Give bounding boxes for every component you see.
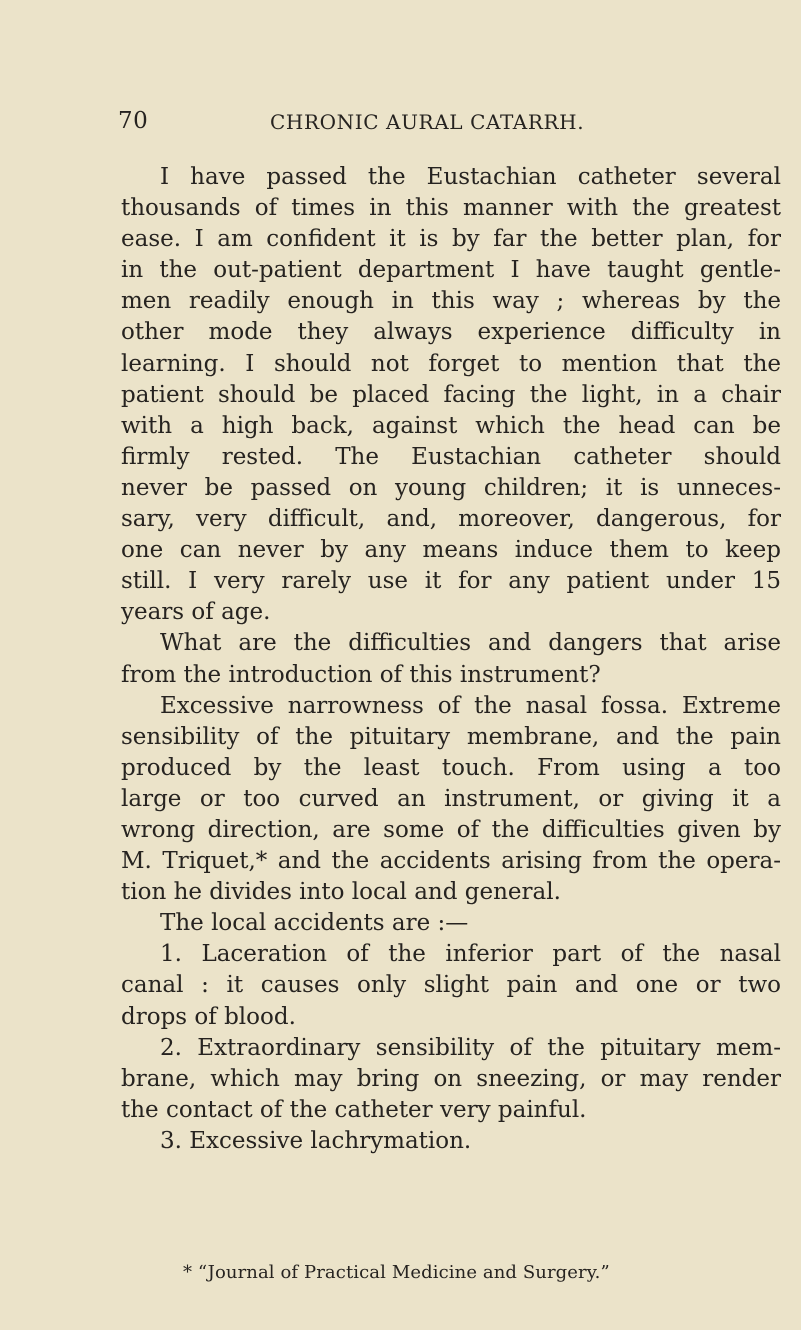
text-line: years of age. xyxy=(121,599,271,626)
text-line: never be passed on young children; it is unneces- xyxy=(121,474,781,501)
page-header xyxy=(118,108,778,140)
text-line: still. I very rarely use it for any patient under 15 xyxy=(121,568,781,595)
text-line: 1. Laceration of the inferior part of the nasal xyxy=(160,941,781,968)
text-line: learning. I should not forget to mention that the xyxy=(121,350,781,377)
text-line: men readily enough in this way ; whereas by the xyxy=(121,288,781,315)
text-line: patient should be placed facing the light, in a chair xyxy=(121,381,781,408)
text-line: large or too curved an instrument, or giving it a xyxy=(121,785,781,812)
text-line: M. Triquet,* and the accidents arising from the opera- xyxy=(121,848,781,875)
text-line: thousands of times in this manner with the greatest xyxy=(121,195,781,222)
text-line: in the out-patient department I have taught gentle- xyxy=(121,257,781,284)
footnote: * “Journal of Practical Medicine and Surgery.” xyxy=(183,1262,610,1283)
text-line: 3. Excessive lachrymation. xyxy=(160,1127,472,1154)
page-number: 70 xyxy=(118,108,149,134)
text-line: other mode they always experience difficulty in xyxy=(121,319,781,346)
text-line: 2. Extraordinary sensibility of the pituitary mem- xyxy=(160,1034,781,1061)
text-line: tion he divides into local and general. xyxy=(121,879,561,906)
text-line: What are the difficulties and dangers that arise xyxy=(160,630,781,657)
text-line: firmly rested. The Eustachian catheter should xyxy=(121,443,781,470)
body-text xyxy=(121,162,781,1157)
text-line: I have passed the Eustachian catheter several xyxy=(160,164,781,190)
text-line: from the introduction of this instrument? xyxy=(121,661,601,688)
text-line: the contact of the catheter very painful. xyxy=(121,1096,587,1123)
text-line: sensibility of the pituitary membrane, and the pain xyxy=(121,723,781,750)
text-line: one can never by any means induce them to keep xyxy=(121,537,781,564)
text-line: wrong direction, are some of the difficulties given by xyxy=(121,816,781,843)
text-line: sary, very difficult, and, moreover, dangerous, for xyxy=(121,506,781,533)
text-line: brane, which may bring on sneezing, or may render xyxy=(121,1065,781,1092)
text-line: produced by the least touch. From using a too xyxy=(121,754,781,781)
text-line: Excessive narrowness of the nasal fossa. Extreme xyxy=(160,692,781,719)
text-line: canal : it causes only slight pain and one or two xyxy=(121,972,781,999)
text-line: with a high back, against which the head can be xyxy=(121,412,781,439)
text-line: drops of blood. xyxy=(121,1003,296,1030)
text-line: The local accidents are :— xyxy=(160,910,469,937)
text-line: ease. I am confident it is by far the better plan, for xyxy=(121,226,781,253)
running-head: CHRONIC AURAL CATARRH. xyxy=(270,110,585,134)
